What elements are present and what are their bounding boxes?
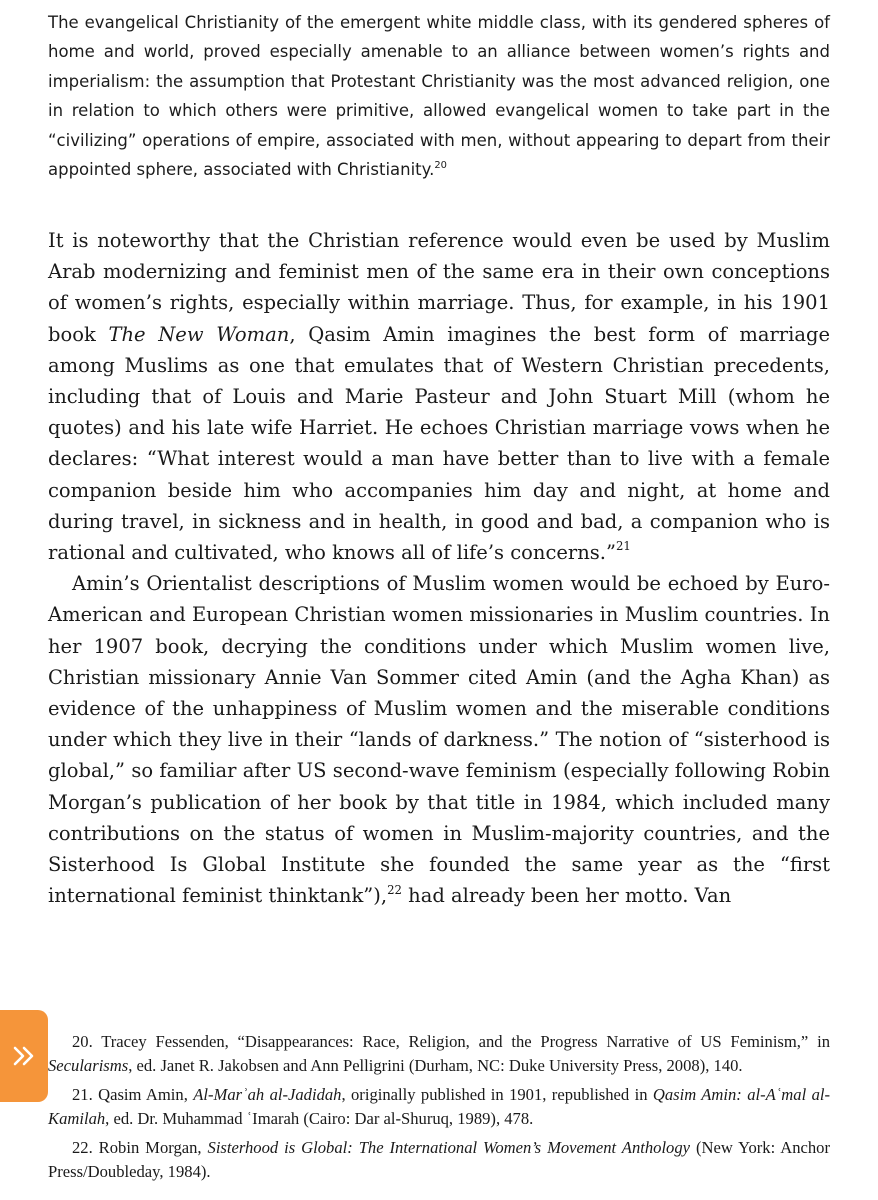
footnote-22 [48,1136,830,1183]
paragraph-1 [48,225,830,568]
footnote-21-text-b: , originally published in 1901, republished in [341,1085,653,1104]
blockquote-text: The evangelical Christianity of the emergent white middle class, with its gendered spheres of home and world, proved especially amenable to an alliance between women’s rights and imperialism: the assumption that Protestant Christianity was the most advanced religion, one in relation to which others were primitive, allowed evangelical women to take part in the “civilizing” operations of empire, associated with men, without appearing to depart from their appointed sphere, associated with Christianity. [48,13,830,180]
paragraph-1-text-b: , Qasim Amin imagines the best form of marriage among Muslims as one that emulates that of Western Christian precedents, including that of Louis and Marie Pasteur and John Stuart Mill (whom he quotes) and his late wife Harriet. He echoes Christian marriage vows when he declares: “What interest would a man have better than to live with a female companion beside him who accompanies him day and night, at home and during travel, in sickness and in health, in good and bad, a companion who is rational and cultivated, who knows all of life’s concerns.” [48,322,830,565]
footnote-21-italic-1: Al-Marʾah al-Jadidah [193,1085,342,1104]
body-text [48,225,830,911]
footnote-21-text-a: 21. Qasim Amin, [72,1085,194,1104]
double-chevron-right-icon [11,1043,37,1069]
paragraph-2-text-b: had already been her motto. Van [401,884,732,908]
block-quotation [48,8,830,184]
footnote-22-text-b: (New York: Anchor Press/Doubleday, 1984). [48,1138,830,1181]
paragraph-2 [48,568,830,911]
footnote-20-text-a: 20. Tracey Fessenden, “Disappearances: Race, Religion, and the Progress Narrative of US Feminism,” in [72,1032,830,1051]
footnote-20-italic: Secularisms [48,1055,129,1075]
footnote-22-text-a: 22. Robin Morgan, [72,1138,208,1157]
next-page-tab[interactable] [0,1010,48,1102]
paragraph-2-text-a: Amin’s Orientalist descriptions of Muslim women would be echoed by Euro-American and European Christian women missionaries in Muslim countries. In her 1907 book, decrying the conditions under which Muslim women live, Christian missionary Annie Van Sommer cited Amin (and the Agha Khan) as evidence of the unhappiness of Muslim women and the miserable conditions under which they live in their “lands of darkness.” The notion of “sisterhood is global,” so familiar after US second-wave feminism (especially following Robin Morgan’s publication of her book by that title in 1984, which included many contributions on the status of women in Muslim-majority countries, and the Sisterhood Is Global Institute she founded the same year as the “first international feminist thinktank”), [48,572,830,908]
paragraph-1-text-a: It is noteworthy that the Christian reference would even be used by Muslim Arab modernizing and feminist men of the same era in their own conceptions of women’s rights, especially within marriage. Thus, for example, in his 1901 book [48,229,830,346]
book-title-new-woman: The New Woman [108,322,290,346]
footnote-ref-20[interactable]: 20 [434,159,447,171]
footnote-22-italic: Sisterhood is Global: The International Women’s Movement Anthology [207,1138,691,1157]
footnote-20-text-b: , ed. Janet R. Jakobsen and Ann Pelligrini (Durham, NC: Duke University Press, 2008), 140. [128,1055,743,1075]
footnote-ref-21[interactable]: 21 [615,539,631,554]
footnote-21-text-c: , ed. Dr. Muhammad ʿImarah (Cairo: Dar al-Shuruq, 1989), 478. [105,1108,534,1128]
footnote-ref-22[interactable]: 22 [387,882,402,897]
footnotes [48,1030,830,1189]
footnote-20 [48,1030,830,1077]
footnote-21 [48,1083,830,1130]
footnote-21-italic-2: Qasim Amin: al-Aʿmal al-Kamilah [48,1085,831,1128]
